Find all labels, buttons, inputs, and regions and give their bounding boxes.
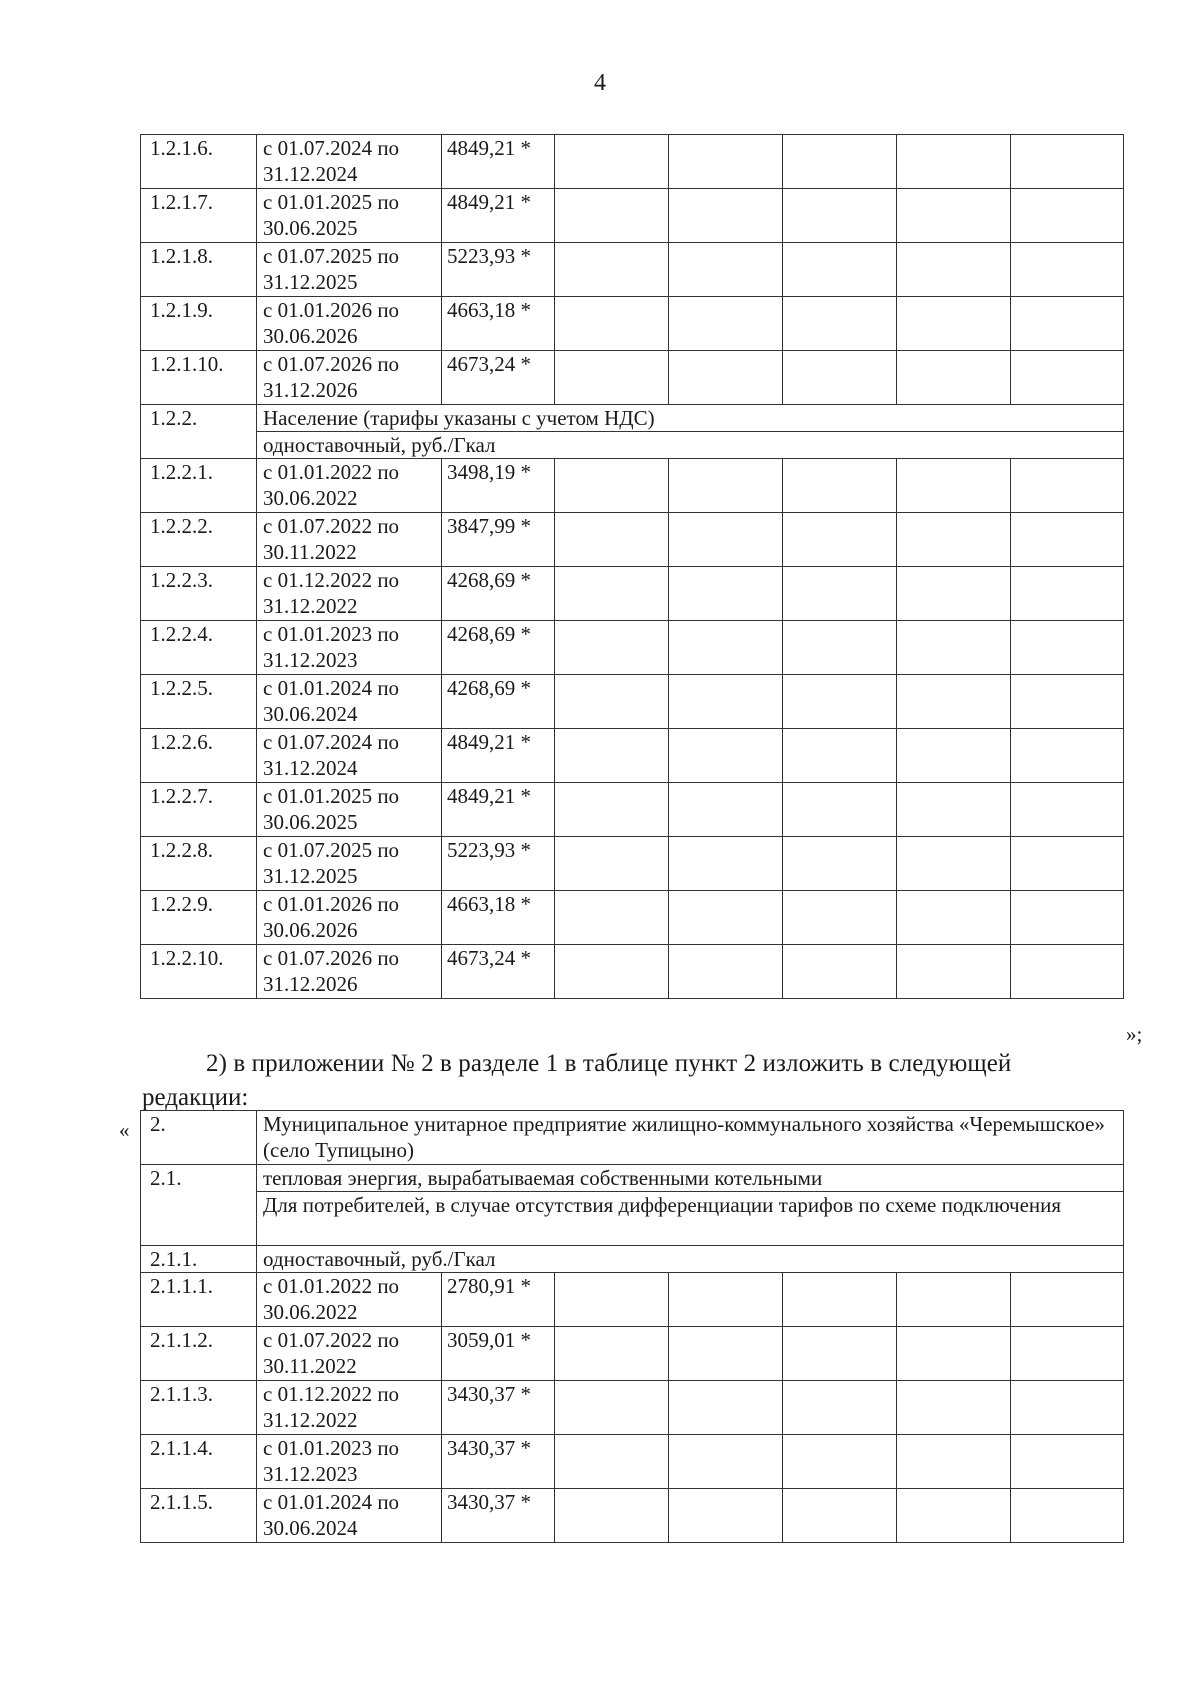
empty-cell (555, 783, 669, 837)
org-name: Муниципальное унитарное предприятие жилищно-коммунального хозяйства «Черемышское» (село Тупицыно) (257, 1111, 1124, 1165)
row-period: с 01.01.2023 по 31.12.2023 (257, 1435, 442, 1489)
row-period: с 01.07.2025 по 31.12.2025 (257, 837, 442, 891)
empty-cell (1011, 135, 1124, 189)
table-row (141, 567, 1124, 621)
table-row (141, 513, 1124, 567)
empty-cell (555, 1273, 669, 1327)
empty-cell (897, 567, 1011, 621)
row-value: 3847,99 * (442, 513, 555, 567)
empty-cell (897, 459, 1011, 513)
empty-cell (669, 1489, 783, 1543)
row-period: с 01.07.2024 по 31.12.2024 (257, 729, 442, 783)
row-value: 4268,69 * (442, 621, 555, 675)
row-value: 4849,21 * (442, 189, 555, 243)
empty-cell (555, 243, 669, 297)
empty-cell (897, 1381, 1011, 1435)
table-row (141, 621, 1124, 675)
row-value: 4268,69 * (442, 675, 555, 729)
row-code: 1.2.1.7. (141, 189, 257, 243)
row-code: 2.1.1.4. (141, 1435, 257, 1489)
row-code: 1.2.2.9. (141, 891, 257, 945)
row-period: с 01.12.2022 по 31.12.2022 (257, 1381, 442, 1435)
empty-cell (669, 567, 783, 621)
group-subtitle: одноставочный, руб./Гкал (257, 432, 1124, 459)
empty-cell (897, 675, 1011, 729)
empty-cell (1011, 1381, 1124, 1435)
empty-cell (1011, 783, 1124, 837)
empty-cell (897, 729, 1011, 783)
row-value: 4849,21 * (442, 729, 555, 783)
row-value: 3498,19 * (442, 459, 555, 513)
table-row (141, 243, 1124, 297)
row-code: 1.2.2.5. (141, 675, 257, 729)
row-code: 1.2.1.8. (141, 243, 257, 297)
empty-cell (669, 351, 783, 405)
empty-cell (897, 243, 1011, 297)
row-period: с 01.01.2024 по 30.06.2024 (257, 1489, 442, 1543)
empty-cell (1011, 891, 1124, 945)
row-code: 1.2.2.3. (141, 567, 257, 621)
empty-cell (669, 945, 783, 999)
row-code: 1.2.2.4. (141, 621, 257, 675)
empty-cell (669, 513, 783, 567)
empty-cell (1011, 1273, 1124, 1327)
empty-cell (669, 1273, 783, 1327)
row-period: с 01.07.2022 по 30.11.2022 (257, 513, 442, 567)
row-code: 1.2.2.10. (141, 945, 257, 999)
empty-cell (783, 567, 897, 621)
page-number: 4 (594, 70, 606, 96)
table-row (141, 1489, 1124, 1543)
table-row (141, 891, 1124, 945)
row-value: 3430,37 * (442, 1381, 555, 1435)
row-period: с 01.01.2026 по 30.06.2026 (257, 297, 442, 351)
empty-cell (669, 783, 783, 837)
group-code: 1.2.2. (141, 405, 257, 459)
row-value: 4849,21 * (442, 135, 555, 189)
tariff-header-row (141, 1246, 1124, 1273)
tariff-table-1 (140, 134, 1124, 999)
empty-cell (783, 135, 897, 189)
empty-cell (783, 513, 897, 567)
row-period: с 01.07.2026 по 31.12.2026 (257, 351, 442, 405)
row-period: с 01.01.2022 по 30.06.2022 (257, 1273, 442, 1327)
empty-cell (669, 1435, 783, 1489)
table-row (141, 1381, 1124, 1435)
empty-cell (897, 945, 1011, 999)
empty-cell (897, 1489, 1011, 1543)
tariff-code: 2.1.1. (141, 1246, 257, 1273)
row-value: 4849,21 * (442, 783, 555, 837)
table-row (141, 729, 1124, 783)
empty-cell (783, 297, 897, 351)
row-period: с 01.01.2025 по 30.06.2025 (257, 783, 442, 837)
empty-cell (783, 621, 897, 675)
empty-cell (555, 945, 669, 999)
empty-cell (1011, 243, 1124, 297)
empty-cell (669, 243, 783, 297)
empty-cell (555, 135, 669, 189)
row-value: 5223,93 * (442, 243, 555, 297)
section-subtitle: Для потребителей, в случае отсутствия дифференциации тарифов по схеме подключения (257, 1192, 1124, 1246)
empty-cell (555, 189, 669, 243)
empty-cell (1011, 1489, 1124, 1543)
empty-cell (555, 1489, 669, 1543)
section-title: тепловая энергия, вырабатываемая собственными котельными (257, 1165, 1124, 1192)
table-row (141, 189, 1124, 243)
empty-cell (783, 837, 897, 891)
row-code: 1.2.2.8. (141, 837, 257, 891)
row-code: 1.2.1.9. (141, 297, 257, 351)
row-code: 2.1.1.5. (141, 1489, 257, 1543)
row-period: с 01.12.2022 по 31.12.2022 (257, 567, 442, 621)
empty-cell (555, 675, 669, 729)
empty-cell (1011, 675, 1124, 729)
table-row (141, 135, 1124, 189)
row-code: 1.2.2.1. (141, 459, 257, 513)
row-value: 5223,93 * (442, 837, 555, 891)
empty-cell (783, 783, 897, 837)
empty-cell (897, 621, 1011, 675)
section-code: 2.1. (141, 1165, 257, 1246)
row-code: 2.1.1.2. (141, 1327, 257, 1381)
empty-cell (1011, 837, 1124, 891)
table-row (141, 297, 1124, 351)
table-row (141, 1273, 1124, 1327)
empty-cell (783, 729, 897, 783)
group-header-row (141, 405, 1124, 432)
row-period: с 01.01.2024 по 30.06.2024 (257, 675, 442, 729)
opening-quote-mark: « (119, 1118, 130, 1142)
empty-cell (1011, 621, 1124, 675)
empty-cell (555, 567, 669, 621)
row-period: с 01.01.2026 по 30.06.2026 (257, 891, 442, 945)
empty-cell (783, 1381, 897, 1435)
empty-cell (897, 1327, 1011, 1381)
table-row (141, 1327, 1124, 1381)
row-value: 4663,18 * (442, 297, 555, 351)
row-value: 4673,24 * (442, 351, 555, 405)
empty-cell (669, 675, 783, 729)
empty-cell (1011, 351, 1124, 405)
row-period: с 01.07.2026 по 31.12.2026 (257, 945, 442, 999)
empty-cell (783, 459, 897, 513)
row-value: 3059,01 * (442, 1327, 555, 1381)
empty-cell (1011, 513, 1124, 567)
empty-cell (555, 891, 669, 945)
row-value: 3430,37 * (442, 1435, 555, 1489)
table-row (141, 783, 1124, 837)
table-row (141, 351, 1124, 405)
row-period: с 01.07.2024 по 31.12.2024 (257, 135, 442, 189)
empty-cell (555, 351, 669, 405)
row-code: 1.2.2.2. (141, 513, 257, 567)
empty-cell (555, 513, 669, 567)
section-subtitle-row (141, 1192, 1124, 1246)
empty-cell (669, 1327, 783, 1381)
empty-cell (897, 351, 1011, 405)
row-code: 1.2.1.6. (141, 135, 257, 189)
empty-cell (669, 837, 783, 891)
org-code: 2. (141, 1111, 257, 1165)
empty-cell (783, 243, 897, 297)
paragraph-line-2: редакции: (142, 1084, 249, 1111)
empty-cell (897, 891, 1011, 945)
table-row (141, 459, 1124, 513)
empty-cell (555, 1381, 669, 1435)
empty-cell (669, 729, 783, 783)
empty-cell (1011, 297, 1124, 351)
empty-cell (897, 135, 1011, 189)
table-row (141, 675, 1124, 729)
row-period: с 01.01.2023 по 31.12.2023 (257, 621, 442, 675)
empty-cell (669, 891, 783, 945)
section-row (141, 1165, 1124, 1192)
table-row (141, 945, 1124, 999)
empty-cell (1011, 459, 1124, 513)
group-title: Население (тарифы указаны с учетом НДС) (257, 405, 1124, 432)
empty-cell (783, 1489, 897, 1543)
group-subheader-row (141, 432, 1124, 459)
table-row (141, 837, 1124, 891)
row-value: 4673,24 * (442, 945, 555, 999)
empty-cell (555, 459, 669, 513)
row-code: 1.2.1.10. (141, 351, 257, 405)
paragraph-line-1: 2) в приложении № 2 в разделе 1 в таблице пункт 2 изложить в следующей (206, 1050, 1012, 1077)
row-value: 3430,37 * (442, 1489, 555, 1543)
row-code: 2.1.1.3. (141, 1381, 257, 1435)
empty-cell (1011, 1435, 1124, 1489)
empty-cell (783, 189, 897, 243)
row-period: с 01.01.2022 по 30.06.2022 (257, 459, 442, 513)
row-code: 1.2.2.7. (141, 783, 257, 837)
row-code: 1.2.2.6. (141, 729, 257, 783)
empty-cell (1011, 945, 1124, 999)
table-row (141, 1435, 1124, 1489)
tariff-title: одноставочный, руб./Гкал (257, 1246, 1124, 1273)
empty-cell (555, 621, 669, 675)
row-value: 4268,69 * (442, 567, 555, 621)
empty-cell (783, 1435, 897, 1489)
empty-cell (555, 729, 669, 783)
empty-cell (897, 513, 1011, 567)
empty-cell (897, 837, 1011, 891)
empty-cell (669, 1381, 783, 1435)
empty-cell (669, 459, 783, 513)
row-value: 4663,18 * (442, 891, 555, 945)
empty-cell (783, 1327, 897, 1381)
row-code: 2.1.1.1. (141, 1273, 257, 1327)
empty-cell (555, 297, 669, 351)
empty-cell (783, 351, 897, 405)
row-period: с 01.07.2025 по 31.12.2025 (257, 243, 442, 297)
empty-cell (669, 621, 783, 675)
empty-cell (897, 1273, 1011, 1327)
empty-cell (783, 1273, 897, 1327)
tariff-table-2 (140, 1110, 1124, 1543)
empty-cell (897, 189, 1011, 243)
empty-cell (555, 837, 669, 891)
empty-cell (897, 783, 1011, 837)
row-period: с 01.07.2022 по 30.11.2022 (257, 1327, 442, 1381)
row-value: 2780,91 * (442, 1273, 555, 1327)
empty-cell (555, 1435, 669, 1489)
empty-cell (783, 891, 897, 945)
empty-cell (1011, 567, 1124, 621)
empty-cell (555, 1327, 669, 1381)
closing-quote-mark: »; (1126, 1022, 1143, 1046)
empty-cell (897, 297, 1011, 351)
empty-cell (1011, 189, 1124, 243)
empty-cell (669, 135, 783, 189)
empty-cell (783, 675, 897, 729)
row-period: с 01.01.2025 по 30.06.2025 (257, 189, 442, 243)
empty-cell (1011, 1327, 1124, 1381)
org-row (141, 1111, 1124, 1165)
empty-cell (897, 1435, 1011, 1489)
empty-cell (669, 189, 783, 243)
empty-cell (1011, 729, 1124, 783)
empty-cell (783, 945, 897, 999)
empty-cell (669, 297, 783, 351)
